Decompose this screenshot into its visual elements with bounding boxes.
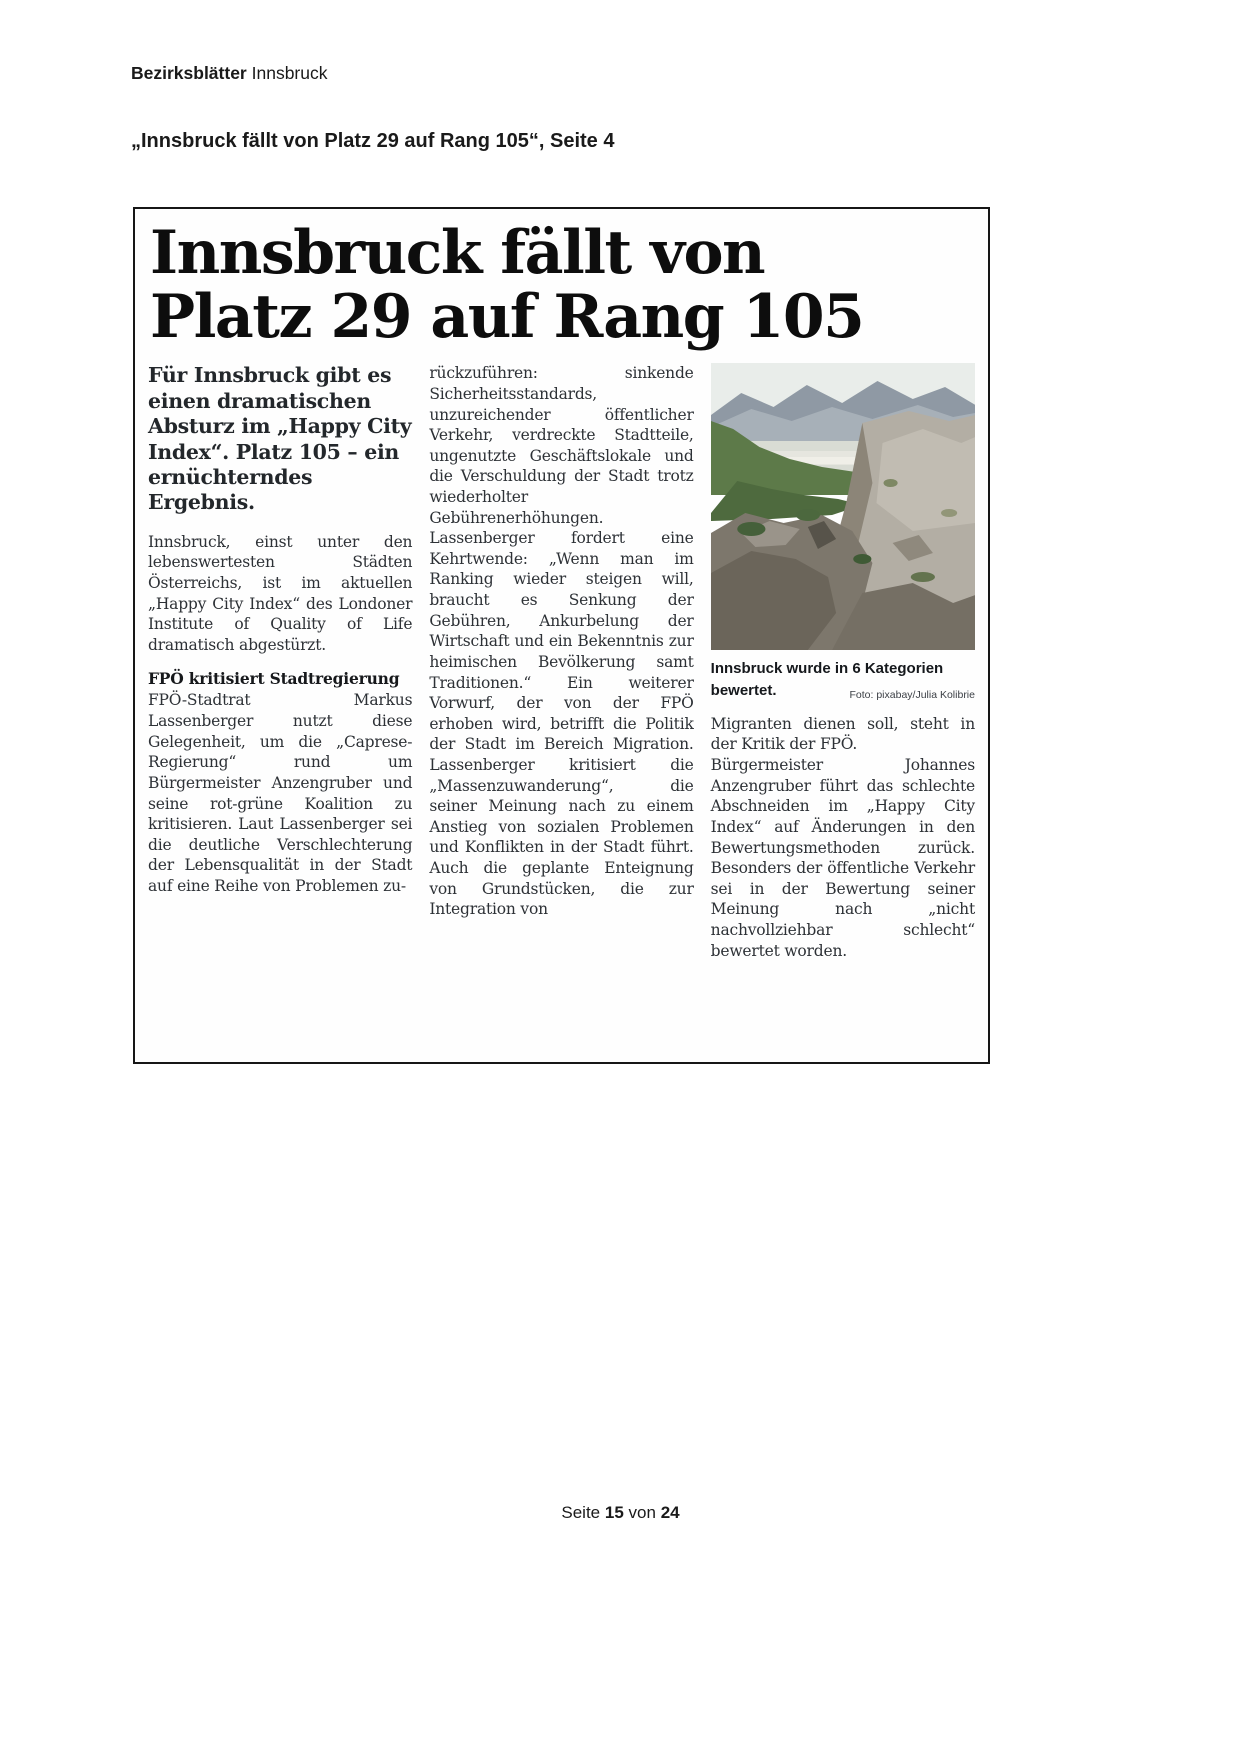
article-paragraph: rückzuführen: sinkende Sicherheitsstandards, unzureichender öffentlicher Verkehr, verdreckte Stadtteile, ungenutzte Geschäftslokale und die Verschuldung der Stadt trotz wiederholter Gebührenerhöhungen. Lassenberger fordert eine Kehrtwende: „Wenn man im Ranking wieder steigen will, braucht es Senkung der Gebühren, Ankurbelung der Wirtschaft und ein Bekenntnis zur heimischen Bevölkerung samt Traditionen.“ Ein weiterer Vorwurf, der von der FPÖ erhoben wird, betrifft die Politik der Stadt im Bereich Migration. Lassenberger kritisiert die „Massenzuwanderung“, die seiner Meinung nach zu einem Anstieg von sozialen Problemen und Konflikten in der Stadt führt. Auch die geplante Enteignung von Grundstücken, die zur Integration von (429, 364, 694, 919)
article-paragraph: Migranten dienen soll, steht in der Kritik der FPÖ. (710, 714, 975, 754)
photo-caption-text: Innsbruck wurde in 6 Kategorien bewertet. (710, 660, 944, 700)
article-headline (150, 218, 975, 353)
footer-current-page: 15 (604, 1503, 624, 1522)
article-paragraph: Bürgermeister Johannes Anzengruber führt das schlechte Abschneiden im „Happy City Index“ auf Änderungen in den Bewertungsmethoden zurück. Besonders der öffentliche Verkehr sei in der Bewertung seiner Meinung nach „nicht nachvollziehbar schlecht“ bewertet worden. (710, 756, 975, 960)
article-columns (148, 363, 975, 961)
article-headline-line1: Innsbruck fällt von (150, 218, 765, 288)
article-headline-line2: Platz 29 auf Rang 105 (150, 282, 864, 353)
article-column-2 (429, 363, 693, 961)
newspaper-clipping (133, 207, 990, 1064)
article-paragraph: Innsbruck, einst unter den lebenswertesten Städten Österreichs, ist im aktuellen „Happy City Index“ des Londoner Institute of Quality of Life dramatisch abgestürzt. (148, 532, 413, 654)
photo-credit: Foto: pixabay/Julia Kolibrie (849, 689, 975, 702)
footer-word-page: Seite (561, 1503, 601, 1522)
publication-name (131, 63, 328, 84)
article-paragraph: FPÖ-Stadtrat Markus Lassenberger nutzt diese Gelegenheit, um die „Caprese-Regierung“ rund um Bürgermeister Anzengruber und seine rot-grüne Koalition zu kritisieren. Laut Lassenberger sei die deutliche Verschlechterung der Lebensqualität in der Stadt auf eine Reihe von Problemen zu- (148, 691, 413, 895)
article-column-1 (148, 363, 412, 961)
footer-total-pages: 24 (660, 1503, 680, 1522)
photo-caption (711, 658, 975, 702)
article-column-3 (711, 363, 975, 961)
publication-name-bold: Bezirksblätter (131, 63, 247, 83)
footer-word-of: von (628, 1503, 656, 1522)
article-subhead: FPÖ kritisiert Stadtregierung (148, 669, 400, 689)
page-number-footer (0, 1503, 1241, 1523)
article-photo (711, 363, 975, 650)
article-lead: Für Innsbruck gibt es einen dramatischen Absturz im „Happy City Index“. Platz 105 – ein ernüchterndes Ergebnis. (148, 363, 412, 515)
publication-name-regular: Innsbruck (251, 63, 328, 83)
document-title: „Innsbruck fällt von Platz 29 auf Rang 105“, Seite 4 (131, 130, 615, 152)
